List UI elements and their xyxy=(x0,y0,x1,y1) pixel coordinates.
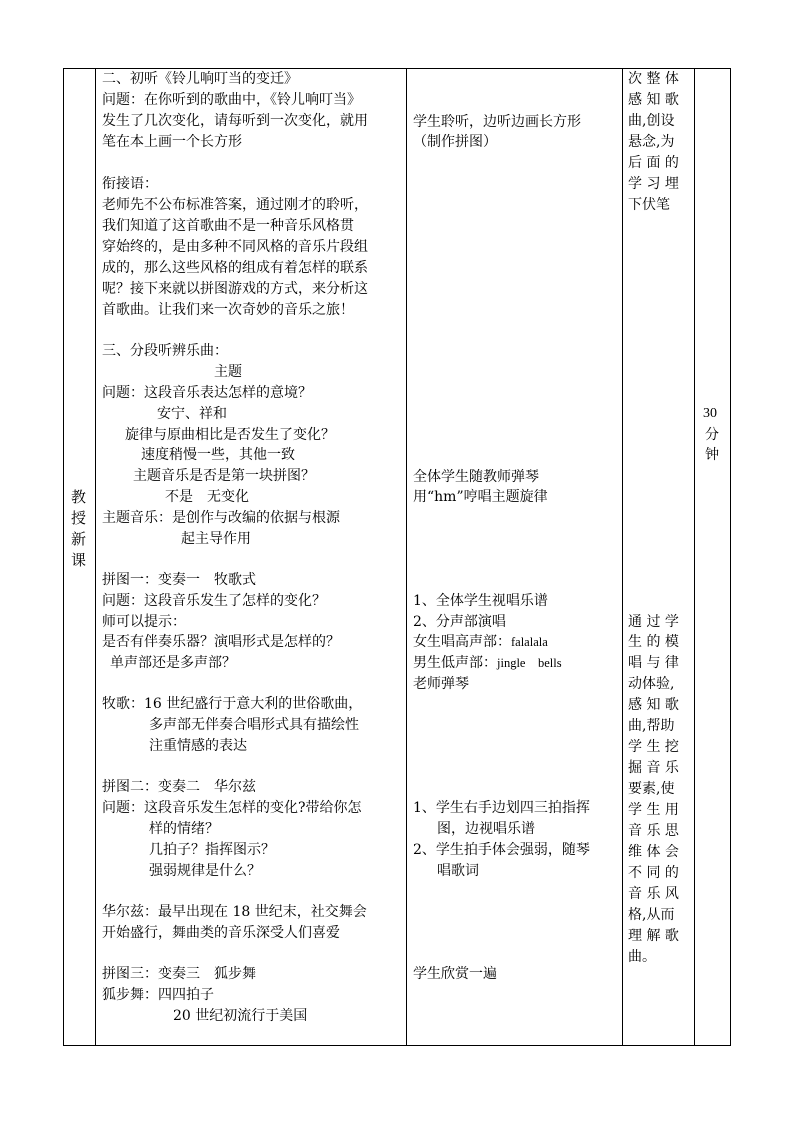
student-line: 学生聆听，边听边画长方形 xyxy=(413,114,581,130)
student-line-lyric: falalala xyxy=(511,635,548,649)
time-line: 钟 xyxy=(705,447,719,463)
teacher-line: 发生了几次变化，请每听到一次变化，就用 xyxy=(102,113,368,129)
intent-line: 曲。 xyxy=(628,949,656,965)
teacher-line: 速度稍慢一些，其他一致 xyxy=(141,447,295,463)
intent-line: 次 整 体 xyxy=(628,71,679,87)
teacher-line: 二、初听《铃儿响叮当的变迁》 xyxy=(102,71,298,87)
student-line: 全体学生随教师弹琴 xyxy=(413,469,539,485)
teacher-line: 问题：在你听到的歌曲中，《铃儿响叮当》 xyxy=(102,92,361,108)
teacher-line: 首歌曲。让我们来一次奇妙的音乐之旅！ xyxy=(102,302,354,318)
teacher-line: 起主导作用 xyxy=(181,531,251,547)
teacher-line: 开始盛行，舞曲类的音乐深受人们喜爱 xyxy=(102,925,340,941)
student-line: 用“hm”哼唱主题旋律 xyxy=(413,489,548,505)
teacher-line: 问题：这段音乐发生怎样的变化?带给你怎 xyxy=(102,800,362,816)
intent-line: 唱 与 律 xyxy=(628,655,679,671)
intent-line: 学 生 用 xyxy=(628,802,679,818)
time-line: 分 xyxy=(705,427,719,443)
teacher-line: 问题：这段音乐表达怎样的意境？ xyxy=(102,385,312,401)
student-line: 1、学生右手边划四三拍指挥 xyxy=(413,800,590,816)
student-line xyxy=(413,653,562,673)
teacher-line: 是否有伴奏乐器？演唱形式是怎样的？ xyxy=(102,634,340,650)
teacher-line: 问题：这段音乐发生了怎样的变化？ xyxy=(102,593,326,609)
teacher-line: 华尔兹：最早出现在 18 世纪末，社交舞会 xyxy=(102,904,367,920)
teacher-line: 穿始终的，是由多种不同风格的音乐片段组 xyxy=(102,239,368,255)
teacher-line: 样的情绪？ xyxy=(149,821,219,837)
teacher-line: 拼图一：变奏一 牧歌式 xyxy=(102,572,256,588)
teacher-line: 拼图二：变奏二 华尔兹 xyxy=(102,779,256,795)
student-line-label: 男生低声部： xyxy=(413,655,497,671)
teacher-line: 我们知道了这首歌曲不是一种音乐风格贯 xyxy=(102,218,354,234)
intent-line: 下伏笔 xyxy=(628,197,670,213)
teacher-line: 师可以提示： xyxy=(102,614,186,630)
intent-line: 理 解 歌 xyxy=(628,928,679,944)
student-line: 老师弹琴 xyxy=(413,676,469,692)
time-line: 30 xyxy=(703,406,717,421)
teacher-line: 多声部无伴奏合唱形式具有描绘性 xyxy=(149,717,359,733)
intent-line: 学 习 埋 xyxy=(628,176,679,192)
teacher-line: 旋律与原曲相比是否发生了变化？ xyxy=(125,427,335,443)
student-line: 唱歌词 xyxy=(437,863,479,879)
intent-line: 曲,创设 xyxy=(628,113,675,129)
student-line: 学生欣赏一遍 xyxy=(413,966,497,982)
intent-line: 感 知 歌 xyxy=(628,697,679,713)
intent-line: 动体验, xyxy=(628,676,675,692)
teacher-line: 牧歌：16 世纪盛行于意大利的世俗歌曲， xyxy=(102,696,363,712)
student-line: 2、分声部演唱 xyxy=(413,614,506,630)
section-label-char: 课 xyxy=(71,551,87,569)
teacher-line: 主题音乐是否是第一块拼图？ xyxy=(133,468,315,484)
intent-line: 通 过 学 xyxy=(628,614,679,630)
section-label-char: 新 xyxy=(71,530,87,548)
teacher-line: 老师先不公布标准答案，通过刚才的聆听， xyxy=(102,197,368,213)
intent-line: 音 乐 风 xyxy=(628,886,679,902)
student-line: 2、学生拍手体会强弱，随琴 xyxy=(413,842,590,858)
teacher-line: 主题 xyxy=(214,364,242,380)
teacher-line: 单声部还是多声部？ xyxy=(110,655,236,671)
teacher-line: 不是 无变化 xyxy=(165,489,249,505)
teacher-line: 呢？接下来就以拼图游戏的方式，来分析这 xyxy=(102,281,368,297)
intent-line: 生 的 模 xyxy=(628,634,679,650)
intent-line: 要素,使 xyxy=(628,781,675,797)
teacher-line: 安宁、祥和 xyxy=(157,406,227,422)
teacher-line: 几拍子？指挥图示？ xyxy=(149,842,275,858)
section-label-char: 教 xyxy=(71,488,87,506)
intent-line: 曲,帮助 xyxy=(628,718,675,734)
teacher-line: 成的，那么这些风格的组成有着怎样的联系 xyxy=(102,260,368,276)
intent-line: 感 知 歌 xyxy=(628,92,679,108)
student-line: 1、全体学生视唱乐谱 xyxy=(413,593,548,609)
teacher-line: 衔接语： xyxy=(102,176,158,192)
intent-line: 悬念,为 xyxy=(628,134,675,150)
intent-line: 维 体 会 xyxy=(628,844,679,860)
teacher-line: 主题音乐：是创作与改编的依据与根源 xyxy=(102,510,340,526)
intent-line: 音 乐 思 xyxy=(628,823,679,839)
intent-line: 掘 音 乐 xyxy=(628,760,679,776)
teacher-line: 20 世纪初流行于美国 xyxy=(173,1008,308,1024)
teacher-line: 狐步舞：四四拍子 xyxy=(102,987,214,1003)
student-line: （制作拼图） xyxy=(413,134,497,150)
teacher-line: 注重情感的表达 xyxy=(149,738,247,754)
teacher-line: 拼图三：变奏三 狐步舞 xyxy=(102,966,256,982)
student-line-label: 女生唱高声部： xyxy=(413,634,511,650)
student-line: 图，边视唱乐谱 xyxy=(437,821,535,837)
teacher-line: 强弱规律是什么？ xyxy=(149,863,261,879)
intent-line: 不 同 的 xyxy=(628,865,679,881)
intent-line: 后 面 的 xyxy=(628,155,679,171)
section-label-char: 授 xyxy=(71,509,87,527)
student-line xyxy=(413,632,548,652)
teacher-line: 笔在本上画一个长方形 xyxy=(102,134,242,150)
teacher-line: 三、分段听辨乐曲： xyxy=(102,343,228,359)
intent-line: 学 生 挖 xyxy=(628,739,679,755)
student-line-lyric: jingle bells xyxy=(497,656,562,670)
intent-line: 格,从而 xyxy=(628,907,675,923)
